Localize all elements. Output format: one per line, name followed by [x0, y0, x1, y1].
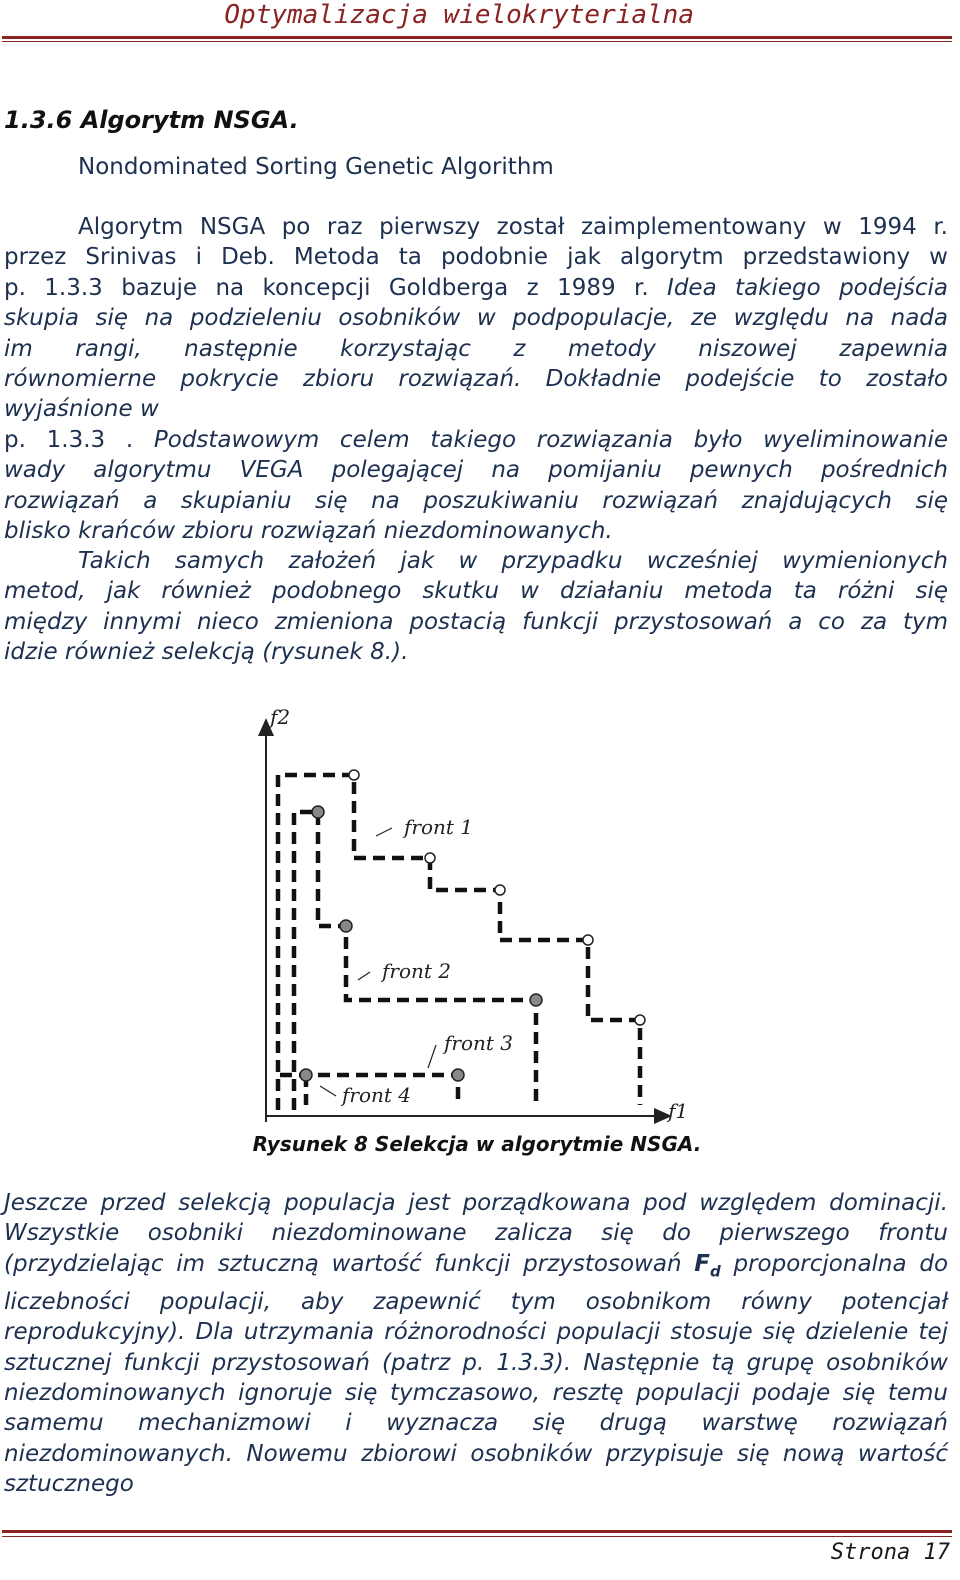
front-2-point: [340, 920, 352, 932]
y-axis-label: f2: [270, 705, 291, 729]
paragraph-3-line: dominacji. Wszystkie osobniki niezdominowane zalicza się do pierwszego: [4, 1190, 948, 1247]
nsga-selection-figure: [240, 700, 710, 1130]
paragraph-3-line: Następnie tą grupę osobników niezdominowanych ignoruje się: [4, 1349, 948, 1407]
front-2-label: front 2: [382, 959, 452, 983]
paragraph-1-line: przez Srinivas i Deb. Metoda ta podobnie jak algorytm przedstawiony w: [4, 244, 948, 271]
x-axis-label: f1: [668, 1099, 689, 1123]
paragraph-1-line: im rangi, następnie korzystając z metody niszowej zapewnia: [4, 335, 948, 362]
paragraph-3-line: równy potencjał reprodukcyjny). Dla utrzymania różnorodności populacji: [4, 1288, 948, 1346]
paragraph-1-line: wyjaśnione w: [4, 396, 159, 423]
paragraph-2-line: Takich samych założeń jak w przypadku wcześniej wymienionych: [78, 548, 948, 574]
paragraph-1-line: wady algorytmu VEGA polegającej na pomijaniu pewnych pośrednich: [4, 457, 948, 484]
paragraph-3-segment: frontu (przydzielając im sztuczną wartość funkcji przystosowań: [4, 1220, 949, 1277]
paragraph-2-line: między innymi nieco zmieniona postacią funkcji przystosowań a co za tym: [4, 608, 948, 635]
paragraph-1-line: Algorytm NSGA po raz pierwszy został zaimplementowany w 1994 r.: [78, 214, 948, 240]
section-heading: 1.3.6 Algorytm NSGA.: [4, 106, 299, 134]
paragraph-3-line: stosuje się dzielenie tej sztucznej funkcji przystosowań (patrz p. 1.3.3).: [4, 1319, 949, 1376]
running-header: [0, 0, 954, 30]
paragraph-3-line: zbiorowi osobników przypisuje się nową wartość sztucznego: [4, 1440, 949, 1498]
paragraph-2: [4, 546, 948, 668]
paragraph-2-line: metod, jak również podobnego skutku w działaniu metoda ta różni się: [4, 578, 948, 605]
fitness-symbol-sub: d: [710, 1262, 721, 1281]
front-3-point: [452, 1069, 464, 1081]
figure-caption: Rysunek 8 Selekcja w algorytmie NSGA.: [252, 1132, 702, 1156]
paragraph-1-segment: Podstawowym celem takiego rozwiązania było wyeliminowanie: [133, 426, 948, 453]
page-number: Strona 17: [830, 1540, 950, 1565]
front-1-label: front 1: [404, 815, 474, 839]
header-rule: [2, 36, 952, 39]
paragraph-1-line: [4, 425, 948, 455]
paragraph-1: [4, 212, 948, 546]
footer-rule: [2, 1530, 952, 1533]
front-1-point: [583, 935, 593, 945]
paragraph-3-line: proporcjonalna do liczebności populacji, aby zapewnić tym osobnikom: [4, 1250, 949, 1315]
fitness-symbol: [694, 1250, 721, 1281]
running-header-text: Optymalizacja wielokryterialna: [224, 0, 694, 30]
paragraph-1-line: [4, 273, 948, 303]
paragraph-1-segment: p. 1.3.3 bazuje na koncepcji Goldberga z 1989 r.: [4, 274, 649, 301]
front-4-point: [300, 1069, 312, 1081]
paragraph-1-segment: p. 1.3.3 .: [4, 426, 134, 453]
front-1-point: [635, 1015, 645, 1025]
header-rule-thin: [2, 41, 952, 42]
paragraph-1-line: blisko krańców zbioru rozwiązań niezdominowanych.: [4, 518, 613, 545]
paragraph-1-line: rozwiązań a skupianiu się na poszukiwaniu rozwiązań znajdujących się: [4, 487, 948, 514]
front-2-point: [530, 994, 542, 1006]
figure-svg: [240, 700, 710, 1130]
paragraph-3-line: wyznacza się drugą warstwę rozwiązań niezdominowanych. Nowemu: [4, 1410, 948, 1467]
section-subtitle: Nondominated Sorting Genetic Algorithm: [78, 154, 554, 180]
paragraph-3-line: tymczasowo, resztę populacji podaje się temu samemu mechanizmowi i: [4, 1380, 948, 1437]
front-1-point: [349, 770, 359, 780]
paragraph-3: [4, 1188, 948, 1500]
front-1-point: [425, 853, 435, 863]
paragraph-1-line: równomierne pokrycie zbioru rozwiązań. Dokładnie podejście to zostało: [4, 366, 948, 393]
paragraph-1-line: skupia się na podzieleniu osobników w podpopulacje, ze względu na nada: [4, 305, 948, 332]
fitness-symbol-main: F: [694, 1250, 710, 1277]
front-4-label: front 4: [342, 1083, 412, 1107]
front-2-point: [312, 806, 324, 818]
paragraph-1-segment: Idea takiego podejścia: [648, 274, 948, 301]
paragraph-3-line: Jeszcze przed selekcją populacja jest porządkowana pod względem: [4, 1190, 817, 1216]
paragraph-2-line: idzie również selekcją (rysunek 8.).: [4, 639, 409, 666]
front-1-point: [495, 885, 505, 895]
front-3-label: front 3: [444, 1031, 514, 1055]
footer-rule-thin: [2, 1536, 952, 1537]
